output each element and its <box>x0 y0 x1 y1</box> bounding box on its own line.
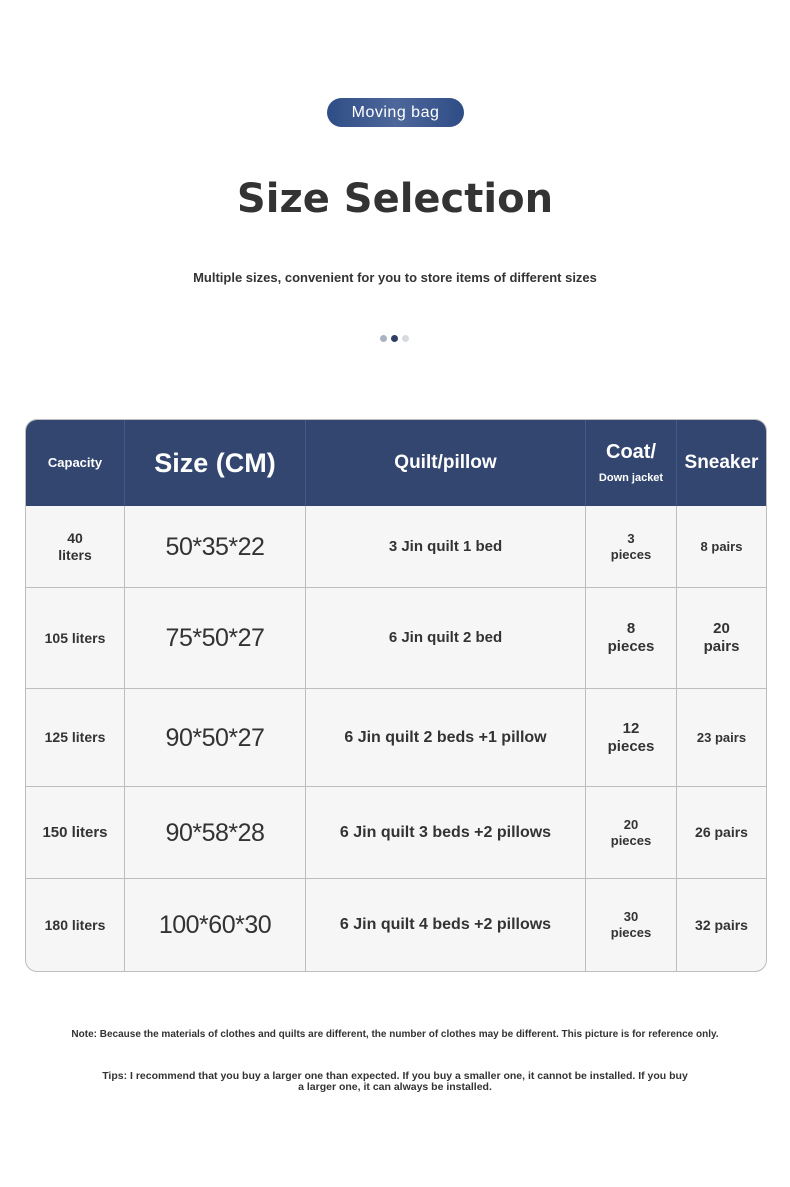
table-header-row <box>26 420 766 506</box>
dot-icon <box>380 335 387 342</box>
coat-text: 30 pieces <box>610 909 652 940</box>
sneaker-cell: 23 pairs <box>696 729 747 745</box>
coat-text: 20 pieces <box>610 816 652 848</box>
capacity-cell: 150 liters <box>26 787 125 878</box>
table-row <box>26 688 766 786</box>
sneaker-cell: 8 pairs <box>700 538 743 554</box>
header-coat-label: Coat/ <box>606 441 656 464</box>
table-row <box>26 878 766 971</box>
header-capacity: Capacity <box>26 420 125 506</box>
decorative-dots <box>380 335 409 342</box>
table-row <box>26 587 766 688</box>
coat-cell <box>586 787 677 878</box>
capacity-text: 40 liters <box>58 529 92 563</box>
capacity-cell <box>26 506 125 587</box>
dot-icon <box>391 335 398 342</box>
coat-text: 3 pieces <box>610 530 652 562</box>
coat-text: 12 pieces <box>607 719 655 755</box>
capacity-cell: 105 liters <box>26 588 125 688</box>
capacity-cell: 180 liters <box>26 879 125 971</box>
size-table <box>25 419 767 972</box>
sneaker-cell: 32 pairs <box>695 916 748 933</box>
note-text: Note: Because the materials of clothes and quilts are different, the number of clothes may be different. This picture is for reference only. <box>71 1029 719 1040</box>
quilt-cell: 6 Jin quilt 2 bed <box>306 588 586 688</box>
category-badge: Moving bag <box>327 98 464 127</box>
size-cell: 90*58*28 <box>125 787 306 878</box>
coat-cell <box>586 588 677 688</box>
page-subtitle: Multiple sizes, convenient for you to store items of different sizes <box>193 270 597 285</box>
quilt-cell: 6 Jin quilt 2 beds +1 pillow <box>306 689 586 786</box>
quilt-cell: 6 Jin quilt 3 beds +2 pillows <box>306 787 586 878</box>
coat-cell <box>586 879 677 971</box>
coat-cell <box>586 689 677 786</box>
coat-cell <box>586 506 677 587</box>
quilt-cell: 6 Jin quilt 4 beds +2 pillows <box>306 879 586 971</box>
header-coat <box>586 420 677 506</box>
dot-icon <box>402 335 409 342</box>
sneaker-cell: 26 pairs <box>695 824 748 841</box>
size-cell: 50*35*22 <box>125 506 306 587</box>
header-sneaker: Sneaker <box>684 451 759 473</box>
table-row <box>26 506 766 587</box>
size-cell: 100*60*30 <box>125 879 306 971</box>
size-cell: 75*50*27 <box>125 588 306 688</box>
quilt-cell: 3 Jin quilt 1 bed <box>306 506 586 587</box>
sneaker-cell <box>677 588 766 688</box>
tips-text: Tips: I recommend that you buy a larger one than expected. If you buy a smaller one, it cannot be installed. If you buy a larger one, it can always be installed. <box>102 1070 688 1094</box>
coat-text: 8 pieces <box>607 620 655 655</box>
size-cell: 90*50*27 <box>125 689 306 786</box>
capacity-cell: 125 liters <box>26 689 125 786</box>
table-row <box>26 786 766 878</box>
header-size: Size (CM) <box>125 420 306 506</box>
header-quilt: Quilt/pillow <box>306 420 586 506</box>
header-coat-sublabel: Down jacket <box>598 472 664 485</box>
page-title: Size Selection <box>236 176 554 222</box>
sneaker-text: 20 pairs <box>703 620 740 655</box>
